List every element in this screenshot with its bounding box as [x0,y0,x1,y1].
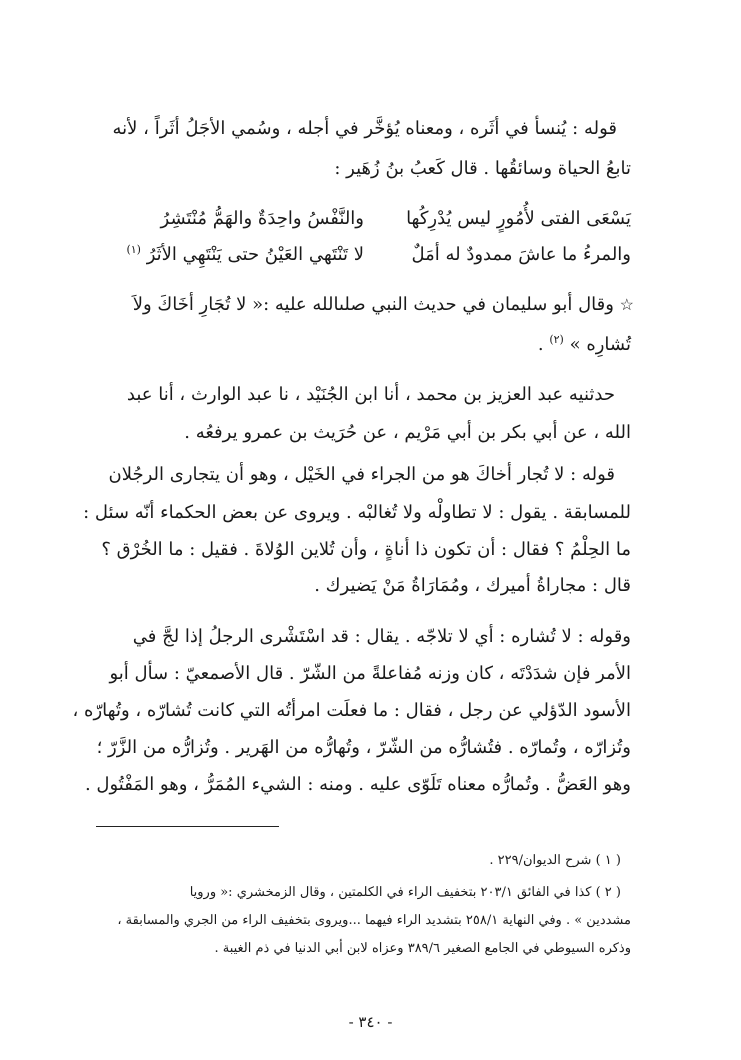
verse-hemistich: لا تَنْتَهي العَيْنُ حتى يَنْتَهِي الأثَرُ [146,244,364,265]
hadith-line [133,293,634,317]
footnote-line: ( ٢ ) كذا في الفائق ٢٠٣/١ بتخفيف الراء في الكلمتين ، وقال الزمخشري :« ورويا [189,885,621,900]
verse-hemistich-with-marker [96,243,364,267]
body-line: حدثنيه عبد العزيز بن محمد ، أنا ابن الجُنَيْد ، نا عبد الوارث ، أنا عبد [126,384,615,405]
footnote-line: وذكره السيوطي في الجامع الصغير ٣٨٩/٦ وعزاه لابن أبي الدنيا في ذم الغيبة . [214,941,631,956]
footnote-marker: (٢) [549,333,564,346]
verse-hemistich: والنَّفْسُ واحِدَةٌ والهَمُّ مُنْتَشِرُ [160,208,364,229]
star-icon: ☆ [619,295,634,314]
footnote-line: ( ١ ) شرح الديوان/٢٢٩ . [489,853,621,868]
document-page [72,0,634,1060]
hadith-line-end: تُشارِه » $^{(٢)}$ . [537,333,631,355]
verse-hemistich: والمرءُ ما عاشَ ممدودٌ له أمَلٌ [411,244,631,265]
body-line: وقوله : لا تُشاره : أي لا تلاجّه . يقال : قد اسْتَشْرى الرجلُ إذا لجَّ في [132,626,631,647]
page-number: - ٣٤٠ - [348,1013,393,1031]
body-line: وتُزارّه ، وتُمارّه . فتُشارُّه من الشّرّ ، وتُهارُّه من الهَرير . وتُزارُّه من الزَّرّ ؛ [96,737,631,758]
body-line: ما الحِلْمُ ؟ فقال : أن تكون ذا أناةٍ ، وأن تُلاين الوُلاةَ . فقيل : ما الخُرْق ؟ [101,539,631,560]
body-line: قال : مجاراةُ أميرك ، ومُمَارَاةُ مَنْ يَضيرك . [314,575,631,596]
footnote-divider [96,826,279,827]
body-line: الأسود الدّؤلي عن رجل ، فقال : ما فعلَت امرأتُه التي كانت تُشارّه ، وتُهارّه ، [72,700,631,721]
body-line: قوله : لا تُجار أخاكَ هو من الجراء في الخَيْل ، وهو أن يتجارى الرجُلان [108,464,615,485]
footnote-line: مشددين » . وفي النهاية ٢٥٨/١ بتشديد الراء فيهما ...ويروى بتخفيف الراء من الجري والمسابقة ، [117,913,631,928]
body-line: قوله : يُنسأ في أثَره ، ومعناه يُؤخَّر في أجله ، وسُمي الأجَلُ أثَراً ، لأنه [112,118,617,139]
body-line: وهو العَضُّ . وتُمارُّه معناه تَلَوّى عليه . ومنه : الشيء المُمَرُّ ، وهو المَفْتُول . [84,774,631,795]
footnote-marker: (١) [126,243,141,256]
body-line: للمسابقة . يقول : لا تطاولْه ولا تُغالبْه . ويروى عن بعض الحكماء أنّه سئل : [83,502,631,523]
body-line: تُشارِه » [569,334,631,355]
body-line: الله ، عن أبي بكر بن أبي مَرْيم ، عن حُرَيث بن عمرو يرفعُه . [184,422,631,443]
body-line: وقال أبو سليمان في حديث النبي صلىالله عليه :« لا تُجَارِ أخَاكَ ولاَ [132,294,614,315]
verse-hemistich: يَسْعَى الفتى لأُمُورٍ ليس يُدْرِكُها [406,208,631,229]
body-line: تابعُ الحياة وسائقُها . قال كَعبُ بنُ زُهَير : [334,158,631,179]
body-line: الأمر فإن شدَدْتَه ، كان وزنه مُفاعلةً من الشّرّ . قال الأصمعيّ : سأل أبو [109,663,631,684]
